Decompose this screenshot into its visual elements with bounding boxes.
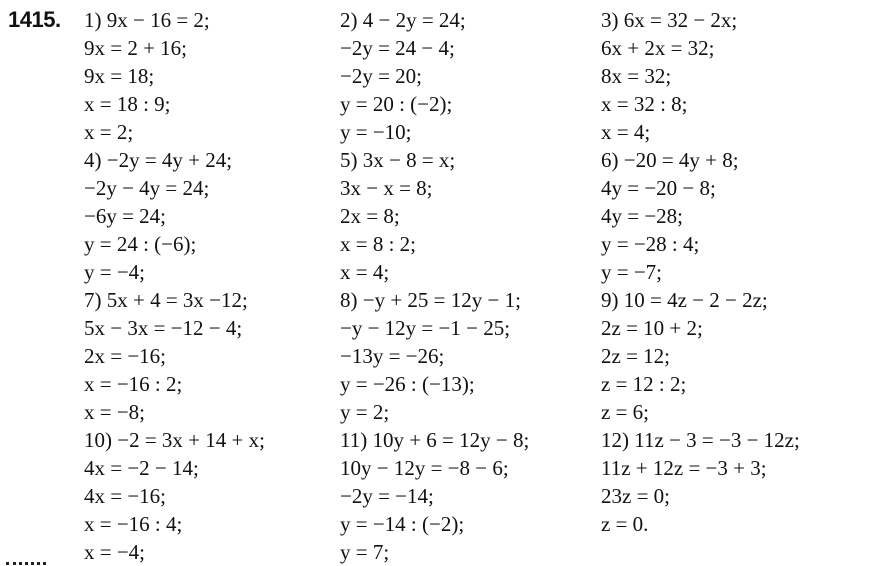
equation-line: −2y = −14;	[340, 484, 434, 508]
equation-line: y = −28 : 4;	[601, 232, 700, 256]
equation-line: 4y = −28;	[601, 204, 684, 228]
equation-line: y = −4;	[84, 260, 146, 284]
equation-line: 3) 6x = 32 − 2x;	[601, 8, 738, 32]
problem-number: 1415.	[8, 7, 61, 32]
equation-line: 4x = −16;	[84, 484, 167, 508]
equation-line: 7) 5x + 4 = 3x −12;	[84, 288, 248, 312]
equation-line: y = −26 : (−13);	[340, 372, 475, 396]
equation-line: −13y = −26;	[340, 344, 445, 368]
equation-line: z = 12 : 2;	[601, 372, 687, 396]
equation-line: −y − 12y = −1 − 25;	[340, 316, 511, 340]
equation-line: x = −8;	[84, 400, 146, 424]
equation-line: −2y = 20;	[340, 64, 423, 88]
solution-column-2	[340, 6, 529, 566]
equation-line: −2y − 4y = 24;	[84, 176, 210, 200]
equation-line: 11) 10y + 6 = 12y − 8;	[340, 428, 530, 452]
equation-line: 10y − 12y = −8 − 6;	[340, 456, 509, 480]
cropped-next-problem-fragment	[6, 556, 46, 565]
equation-line: y = −7;	[601, 260, 663, 284]
equation-line: x = 32 : 8;	[601, 92, 688, 116]
equation-line: y = 2;	[340, 400, 390, 424]
equation-line: x = 4;	[601, 120, 651, 144]
equation-line: 5) 3x − 8 = x;	[340, 148, 456, 172]
solution-column-3	[601, 6, 800, 538]
equation-line: 9x = 18;	[84, 64, 155, 88]
equation-line: 12) 11z − 3 = −3 − 12z;	[601, 428, 800, 452]
equation-line: 3x − x = 8;	[340, 176, 433, 200]
equation-line: 6) −20 = 4y + 8;	[601, 148, 739, 172]
equation-line: x = −16 : 2;	[84, 372, 183, 396]
equation-line: x = −4;	[84, 540, 146, 564]
equation-line: 2x = 8;	[340, 204, 400, 228]
equation-line: x = 4;	[340, 260, 390, 284]
equation-line: y = 20 : (−2);	[340, 92, 453, 116]
equation-line: 23z = 0;	[601, 484, 670, 508]
equation-line: −2y = 24 − 4;	[340, 36, 455, 60]
equation-line: 4y = −20 − 8;	[601, 176, 716, 200]
equation-line: 2x = −16;	[84, 344, 167, 368]
equation-line: 9) 10 = 4z − 2 − 2z;	[601, 288, 768, 312]
equation-line: y = 24 : (−6);	[84, 232, 197, 256]
solution-column-1	[84, 6, 265, 566]
equation-line: 4x = −2 − 14;	[84, 456, 199, 480]
equation-line: z = 6;	[601, 400, 649, 424]
equation-line: 10) −2 = 3x + 14 + x;	[84, 428, 265, 452]
equation-line: x = 8 : 2;	[340, 232, 417, 256]
equation-line: 5x − 3x = −12 − 4;	[84, 316, 243, 340]
equation-line: y = 7;	[340, 540, 390, 564]
equation-line: y = −10;	[340, 120, 412, 144]
equation-line: y = −14 : (−2);	[340, 512, 465, 536]
equation-line: 2z = 10 + 2;	[601, 316, 703, 340]
equation-line: x = 18 : 9;	[84, 92, 171, 116]
equation-line: z = 0.	[601, 512, 649, 536]
equation-line: 6x + 2x = 32;	[601, 36, 715, 60]
equation-line: 1) 9x − 16 = 2;	[84, 8, 210, 32]
equation-line: 8) −y + 25 = 12y − 1;	[340, 288, 521, 312]
equation-line: 9x = 2 + 16;	[84, 36, 188, 60]
equation-line: 4) −2y = 4y + 24;	[84, 148, 233, 172]
equation-line: 2z = 12;	[601, 344, 670, 368]
equation-line: x = −16 : 4;	[84, 512, 183, 536]
equation-line: 2) 4 − 2y = 24;	[340, 8, 466, 32]
equation-line: 8x = 32;	[601, 64, 672, 88]
equation-line: x = 2;	[84, 120, 134, 144]
equation-line: −6y = 24;	[84, 204, 167, 228]
equation-line: 11z + 12z = −3 + 3;	[601, 456, 767, 480]
